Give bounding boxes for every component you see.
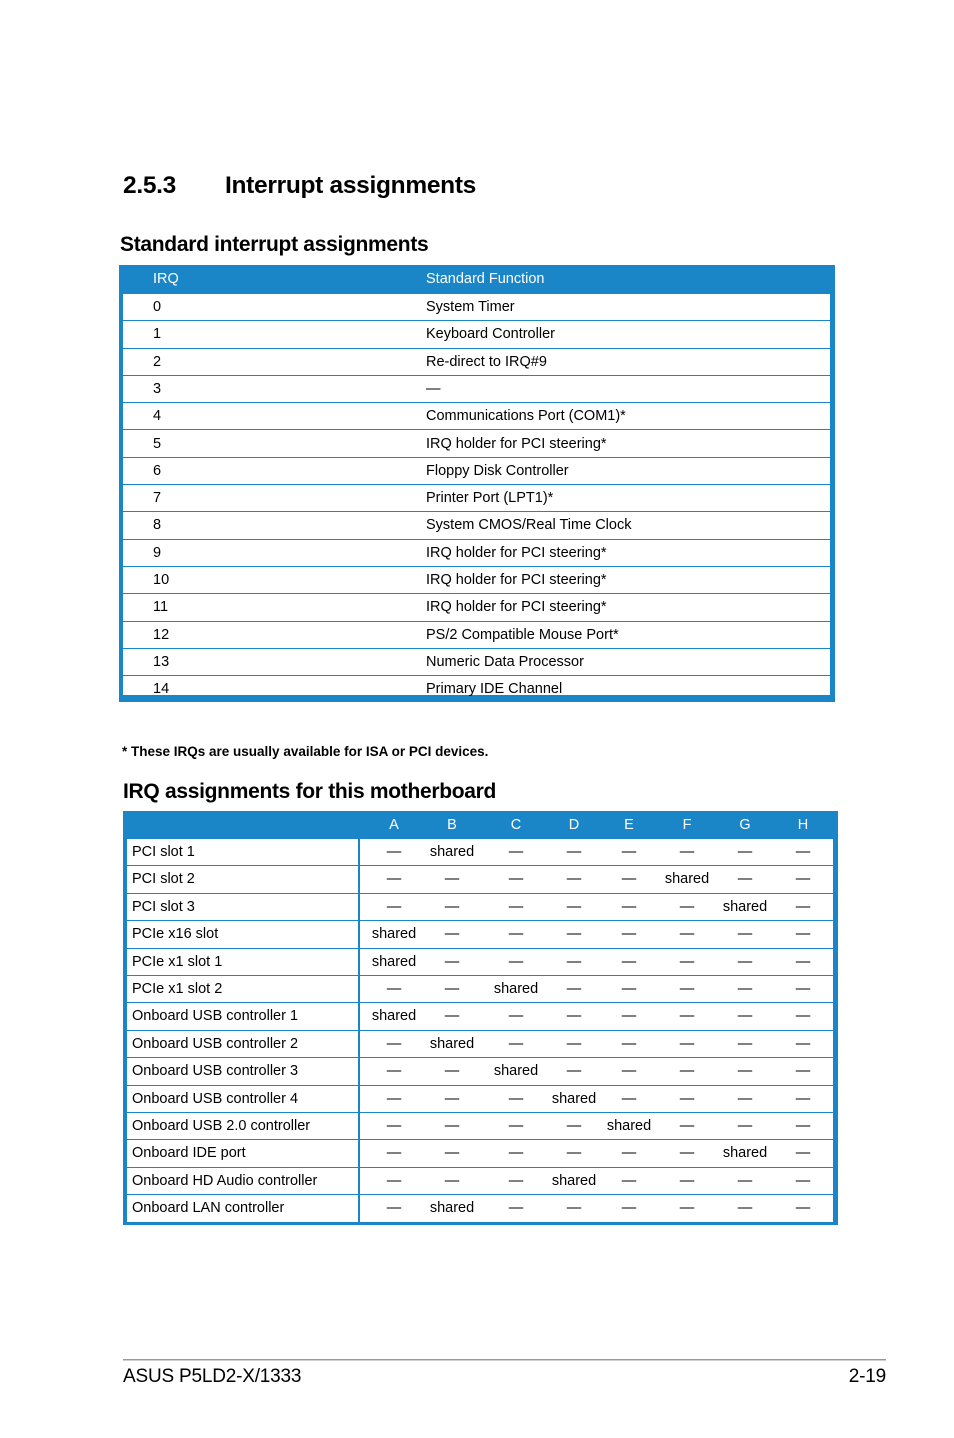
table-row — [127, 1113, 833, 1140]
table-row — [123, 403, 830, 430]
footer-page-number: 2-19 — [848, 1366, 886, 1387]
irq-cell: — — [386, 981, 402, 997]
irq-number: 5 — [153, 435, 162, 452]
irq-cell: — — [795, 1200, 811, 1217]
table-row — [127, 894, 833, 921]
irq-cell: — — [386, 1035, 402, 1052]
irq-cell: — — [621, 898, 637, 915]
irq-number: 2 — [153, 353, 162, 370]
device-label: PCIe x16 slot — [132, 926, 219, 943]
column-header: C — [510, 817, 522, 833]
footer-product: ASUS P5LD2-X/1333 — [123, 1366, 302, 1387]
irq-cell: — — [621, 1172, 637, 1189]
table-row — [127, 1140, 833, 1167]
irq-cell: — — [386, 898, 402, 915]
irq-cell: — — [737, 1172, 753, 1189]
table-row — [123, 649, 830, 676]
irq-cell: shared — [551, 1090, 597, 1107]
irq-cell: — — [621, 844, 637, 860]
irq-cell: — — [444, 953, 460, 970]
table-row — [127, 1031, 833, 1058]
standard-function: IRQ holder for PCI steering* — [426, 599, 607, 616]
table-row — [123, 622, 830, 649]
irq-cell: — — [386, 1090, 402, 1107]
section-heading — [123, 172, 476, 200]
irq-cell: — — [621, 1200, 637, 1217]
table-row — [123, 349, 830, 376]
table-row — [123, 676, 830, 703]
irq-cell: shared — [493, 1063, 539, 1080]
irq-cell: — — [679, 1090, 695, 1107]
irq-cell: — — [679, 926, 695, 943]
irq-cell: — — [444, 1008, 460, 1025]
irq-cell: — — [795, 1090, 811, 1107]
irq-cell: — — [737, 1118, 753, 1134]
irq-cell: — — [444, 1090, 460, 1107]
irq-cell: — — [508, 926, 524, 943]
irq-cell: — — [444, 1172, 460, 1189]
irq-footnote: * These IRQs are usually available for ISA or PCI devices. — [122, 744, 489, 759]
standard-function: Keyboard Controller — [426, 326, 555, 343]
irq-number: 9 — [153, 544, 162, 561]
irq-cell: — — [795, 844, 811, 860]
irq-cell: — — [679, 1200, 695, 1217]
motherboard-table-header — [123, 811, 838, 839]
table-row — [123, 512, 830, 539]
irq-cell: — — [508, 1145, 524, 1162]
irq-cell: — — [795, 953, 811, 970]
irq-cell: — — [737, 1200, 753, 1217]
irq-cell: shared — [429, 1200, 475, 1217]
column-header: D — [568, 817, 580, 833]
table-row — [123, 294, 830, 321]
irq-cell: — — [795, 926, 811, 943]
standard-function: Primary IDE Channel — [426, 681, 563, 698]
irq-cell: — — [621, 1035, 637, 1052]
irq-number: 11 — [153, 599, 169, 616]
irq-cell: — — [679, 1145, 695, 1162]
irq-cell: — — [621, 1063, 637, 1080]
irq-cell: — — [566, 981, 582, 997]
standard-table-heading: Standard interrupt assignments — [120, 233, 429, 256]
standard-function: — — [426, 380, 441, 397]
irq-cell: — — [566, 1200, 582, 1217]
irq-cell: — — [444, 871, 460, 888]
table-row — [123, 458, 830, 485]
table-row — [127, 1168, 833, 1195]
irq-cell: — — [386, 1172, 402, 1189]
irq-cell: — — [444, 1145, 460, 1162]
irq-cell: — — [508, 844, 524, 860]
irq-cell: — — [737, 926, 753, 943]
irq-cell: — — [386, 1200, 402, 1217]
table-row — [127, 1058, 833, 1085]
device-label: Onboard LAN controller — [132, 1200, 285, 1217]
irq-cell: — — [386, 871, 402, 888]
irq-cell: — — [795, 1172, 811, 1189]
irq-cell: — — [508, 898, 524, 915]
table-row — [127, 1195, 833, 1222]
irq-cell: — — [566, 926, 582, 943]
irq-cell: — — [621, 1008, 637, 1025]
column-header: G — [739, 817, 751, 833]
table-row — [123, 567, 830, 594]
irq-cell: shared — [371, 926, 417, 943]
irq-cell: — — [795, 1118, 811, 1134]
irq-cell: — — [508, 1008, 524, 1025]
irq-cell: — — [737, 871, 753, 888]
device-label: Onboard IDE port — [132, 1145, 246, 1162]
standard-function: Floppy Disk Controller — [426, 462, 569, 479]
irq-cell: — — [679, 1035, 695, 1052]
irq-cell: — — [566, 1063, 582, 1080]
standard-function: Re-direct to IRQ#9 — [426, 353, 547, 370]
irq-cell: — — [679, 953, 695, 970]
standard-function: PS/2 Compatible Mouse Port* — [426, 626, 619, 643]
irq-cell: — — [386, 1118, 402, 1134]
irq-cell: — — [621, 953, 637, 970]
irq-cell: — — [508, 1172, 524, 1189]
irq-cell: — — [508, 1035, 524, 1052]
irq-cell: — — [737, 1035, 753, 1052]
standard-function: IRQ holder for PCI steering* — [426, 572, 607, 588]
irq-cell: — — [508, 1200, 524, 1217]
standard-function: Communications Port (COM1)* — [426, 408, 626, 425]
irq-number: 0 — [153, 299, 162, 315]
table-row — [123, 540, 830, 567]
standard-function: Printer Port (LPT1)* — [426, 490, 554, 507]
irq-cell: shared — [606, 1118, 652, 1134]
device-label: PCIe x1 slot 2 — [132, 981, 223, 997]
irq-cell: — — [508, 953, 524, 970]
standard-interrupt-table — [119, 265, 835, 702]
column-header: E — [624, 817, 634, 833]
irq-cell: shared — [722, 898, 768, 915]
column-header: H — [797, 817, 809, 833]
irq-cell: — — [444, 981, 460, 997]
header-irq: IRQ — [153, 271, 179, 287]
irq-cell: — — [566, 1035, 582, 1052]
table-row — [127, 1086, 833, 1113]
irq-cell: — — [737, 1063, 753, 1080]
motherboard-table-heading: IRQ assignments for this motherboard — [123, 780, 497, 803]
column-header: B — [447, 817, 457, 833]
irq-cell: — — [621, 926, 637, 943]
device-label: Onboard USB controller 1 — [132, 1008, 299, 1025]
table-row — [127, 921, 833, 948]
standard-table-header — [119, 265, 835, 294]
irq-cell: — — [737, 844, 753, 860]
irq-number: 4 — [153, 408, 162, 425]
standard-function: IRQ holder for PCI steering* — [426, 435, 607, 452]
irq-cell: shared — [429, 844, 475, 860]
table-row — [127, 866, 833, 893]
irq-cell: — — [444, 926, 460, 943]
irq-cell: — — [679, 981, 695, 997]
section-number: 2.5.3 — [123, 172, 176, 199]
standard-function: IRQ holder for PCI steering* — [426, 544, 607, 561]
irq-cell: shared — [664, 871, 710, 888]
irq-cell: — — [386, 1063, 402, 1080]
irq-cell: shared — [722, 1145, 768, 1162]
device-label: Onboard HD Audio controller — [132, 1172, 318, 1189]
device-label: PCIe x1 slot 1 — [132, 953, 223, 970]
irq-number: 10 — [153, 572, 170, 588]
irq-number: 13 — [153, 653, 170, 670]
irq-cell: — — [508, 1090, 524, 1107]
irq-number: 6 — [153, 462, 162, 479]
irq-number: 14 — [153, 681, 170, 698]
irq-cell: shared — [551, 1172, 597, 1189]
device-label: PCI slot 2 — [132, 871, 195, 888]
irq-cell: — — [444, 898, 460, 915]
irq-cell: shared — [371, 953, 417, 970]
table-row — [127, 949, 833, 976]
irq-cell: shared — [371, 1008, 417, 1025]
standard-function: System CMOS/Real Time Clock — [426, 517, 632, 534]
header-standard-function: Standard Function — [426, 271, 545, 287]
device-label: PCI slot 1 — [132, 844, 195, 860]
irq-cell: — — [795, 1008, 811, 1025]
irq-number: 12 — [153, 626, 170, 643]
column-header: F — [682, 817, 692, 833]
motherboard-table-body — [127, 839, 833, 1222]
irq-cell: — — [566, 844, 582, 860]
irq-cell: — — [508, 1118, 524, 1134]
standard-function: Numeric Data Processor — [426, 653, 584, 670]
column-header: A — [389, 817, 399, 833]
irq-cell: shared — [493, 981, 539, 997]
irq-cell: shared — [429, 1035, 475, 1052]
irq-cell: — — [444, 1118, 460, 1134]
device-label: Onboard USB controller 4 — [132, 1090, 299, 1107]
irq-cell: — — [621, 1090, 637, 1107]
irq-cell: — — [386, 844, 402, 860]
irq-cell: — — [679, 1063, 695, 1080]
irq-cell: — — [621, 1145, 637, 1162]
irq-cell: — — [508, 871, 524, 888]
irq-cell: — — [679, 898, 695, 915]
irq-cell: — — [566, 1008, 582, 1025]
irq-cell: — — [566, 898, 582, 915]
irq-cell: — — [795, 1035, 811, 1052]
table-row — [127, 976, 833, 1003]
table-row — [123, 321, 830, 348]
irq-cell: — — [795, 1063, 811, 1080]
irq-cell: — — [386, 1145, 402, 1162]
device-label: Onboard USB 2.0 controller — [132, 1118, 311, 1134]
irq-cell: — — [566, 1145, 582, 1162]
section-title: Interrupt assignments — [225, 172, 476, 199]
irq-cell: — — [444, 1063, 460, 1080]
irq-number: 7 — [153, 490, 162, 507]
motherboard-irq-table — [123, 811, 838, 1225]
irq-cell: — — [621, 871, 637, 888]
irq-cell: — — [795, 981, 811, 997]
device-label: PCI slot 3 — [132, 898, 195, 915]
irq-cell: — — [737, 981, 753, 997]
irq-cell: — — [679, 1118, 695, 1134]
table-row — [127, 839, 833, 866]
standard-function: System Timer — [426, 299, 515, 315]
irq-cell: — — [679, 844, 695, 860]
irq-cell: — — [737, 1090, 753, 1107]
irq-cell: — — [795, 1145, 811, 1162]
footer-rule — [123, 1359, 886, 1361]
standard-table-body — [123, 294, 830, 698]
irq-cell: — — [566, 871, 582, 888]
irq-cell: — — [679, 1172, 695, 1189]
irq-cell: — — [737, 1008, 753, 1025]
irq-cell: — — [795, 871, 811, 888]
table-row — [123, 376, 830, 403]
table-row — [123, 431, 830, 458]
irq-number: 1 — [153, 326, 162, 343]
table-row — [123, 485, 830, 512]
irq-cell: — — [566, 1118, 582, 1134]
table-row — [127, 1003, 833, 1030]
device-label: Onboard USB controller 3 — [132, 1063, 299, 1080]
irq-number: 3 — [153, 380, 162, 397]
irq-cell: — — [737, 953, 753, 970]
irq-number: 8 — [153, 517, 162, 534]
irq-cell: — — [621, 981, 637, 997]
irq-cell: — — [566, 953, 582, 970]
table-row — [123, 594, 830, 621]
device-label: Onboard USB controller 2 — [132, 1035, 299, 1052]
irq-cell: — — [795, 898, 811, 915]
irq-cell: — — [679, 1008, 695, 1025]
